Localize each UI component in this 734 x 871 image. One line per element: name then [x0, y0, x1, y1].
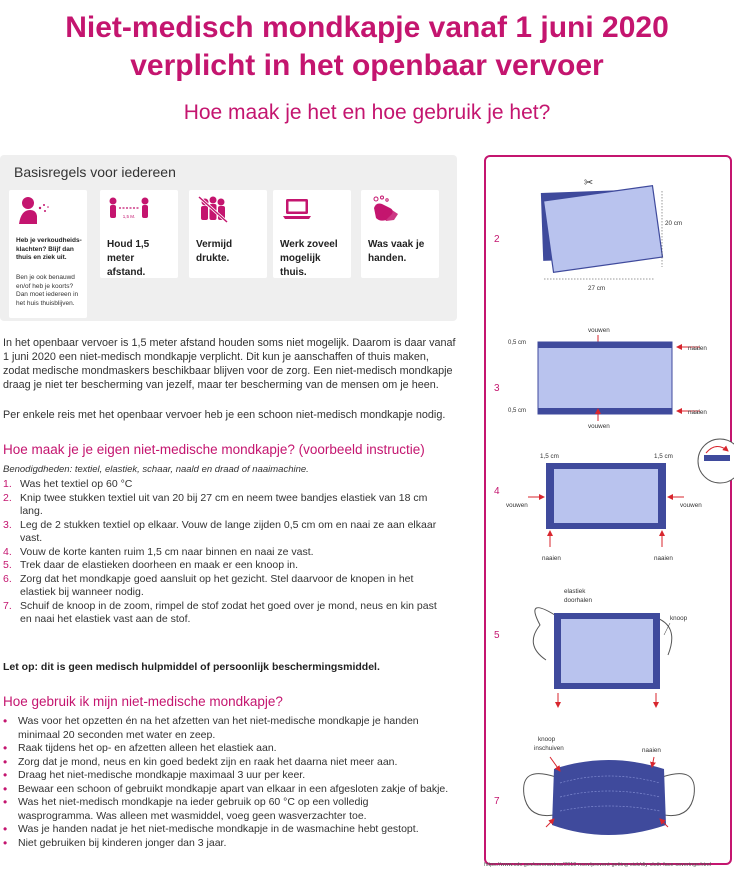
laptop-icon [280, 194, 314, 224]
rule-card-wash-hands [361, 190, 439, 278]
list-item [3, 783, 473, 797]
dimension-20cm: 20 cm [665, 220, 683, 227]
use-line: minimaal 20 seconden met water en zeep. [18, 728, 216, 741]
list-item [3, 546, 473, 560]
distance-icon [107, 194, 151, 224]
dimension-27cm: 27 cm [588, 285, 606, 292]
rule-text-work-home: Werk zoveel mogelijk thuis. [280, 239, 338, 278]
rule-text-stay-home: Heb je verkoudheids-klachten? Blijf dan thuis en ziek uit. [16, 237, 82, 261]
rule-subtext-stay-home: Ben je ook benauwd en/of heb je koorts? Dan moet iedereen in het huis thuisblijven. [16, 274, 79, 307]
intro-line: draag je niet ter bescherming van jezelf, maar ter bescherming van de mensen om je heen. [3, 379, 439, 391]
step-number: 1. [3, 478, 12, 490]
finished-mask [552, 760, 666, 835]
bullet: • [3, 714, 8, 728]
use-line: Bewaar een schoon of gebruikt mondkapje apart van elkaar in een afgesloten zakje of bakje. [18, 782, 449, 795]
bullet: • [3, 768, 8, 782]
use-line: Draag het niet-medische mondkapje maximaal 3 uur per keer. [18, 769, 306, 781]
list-item [3, 478, 473, 492]
distance-icon-label: 1,5 M. [122, 214, 136, 219]
bullet: • [3, 795, 8, 809]
crowd-icon [196, 194, 230, 224]
label-vouwen-left: vouwen [506, 502, 528, 509]
bullet: • [3, 835, 8, 850]
step-number: 7. [3, 599, 12, 612]
use-line: Was je handen nadat je het niet-medische mondkapje in de wasmachine hebt gestopt. [18, 823, 419, 835]
basic-rules-panel [0, 155, 457, 321]
use-heading: Hoe gebruik ik mijn niet-medische mondkapje? [3, 694, 283, 709]
rule-card-crowd [189, 190, 267, 278]
step-number: 3. [3, 518, 12, 531]
intro-paragraph [3, 336, 473, 392]
single-trip-paragraph: Per enkele reis met het openbaar vervoer heb je een schoon niet-medisch mondkapje nodig. [3, 409, 446, 421]
label-vouwen-right: vouwen [680, 502, 702, 509]
list-item [3, 796, 473, 823]
step-label-7: 7 [494, 796, 500, 807]
page-subtitle: Hoe maak je het en hoe gebruik je het? [183, 101, 551, 124]
list-item [3, 519, 473, 546]
step-line: Vouw de korte kanten ruim 1,5 cm naar binnen en naai ze vast. [20, 545, 314, 558]
list-item [3, 715, 473, 742]
step-line: lang. [20, 505, 43, 517]
source-url: https://www.cdc.gov/coronavirus/2019-ncov/prevent-getting-sick/diy-cloth-face-coverings.html [484, 862, 711, 868]
use-line: Was het niet-medisch mondkapje na ieder gebruik op 60 °C op een volledig [18, 796, 369, 808]
intro-line: In het openbaar vervoer is 1,5 meter afstand houden soms niet mogelijk. Daarom is daar vanaf [3, 337, 456, 349]
list-item [3, 742, 473, 756]
step-line: en naai het elastiek vast aan de stof. [20, 613, 191, 625]
intro-line: zodat medische mondmaskers beschikbaar blijven voor de zorg. Een niet-medisch mondkapje [3, 365, 453, 377]
step-line: Was het textiel op 60 °C [20, 478, 133, 490]
label-naaien-mask: naaien [642, 747, 661, 754]
dimension-15cm-right: 1,5 cm [654, 453, 673, 460]
label-naaien-right: naaien [654, 555, 673, 562]
step-line: elastiek bij wanneer nodig. [20, 586, 144, 598]
step-number: 6. [3, 572, 12, 585]
page-title [0, 9, 734, 85]
use-list [3, 715, 473, 850]
list-item [3, 492, 473, 519]
label-knoop: knoop [670, 615, 688, 622]
basic-rules-title: Basisregels voor iedereen [14, 164, 176, 180]
step-line: Zorg dat het mondkapje goed aansluit op het gezicht. Stel daarvoor de knopen in het [20, 572, 414, 585]
step-line: Leg de 2 stukken textiel op elkaar. Vouw de lange zijden 0,5 cm om en naai ze aan elkaar [20, 518, 437, 531]
bullet: • [3, 781, 8, 796]
sick-person-icon [16, 194, 50, 224]
hand-wash-icon [368, 194, 402, 224]
label-naaien-top: naaien [688, 345, 707, 352]
label-doorhalen: doorhalen [564, 597, 593, 604]
label-vouwen-bottom: vouwen [588, 423, 610, 430]
step-label-2: 2 [494, 234, 500, 245]
use-line: Was voor het opzetten én na het afzetten van het niet-medische mondkapje je handen [18, 715, 419, 727]
bullet: • [3, 741, 8, 755]
step-line: Trek daar de elastieken doorheen en maak er een knoop in. [20, 559, 299, 571]
make-heading: Hoe maak je je eigen niet-medische mondkapje? (voorbeeld instructie) [3, 442, 425, 457]
materials-text: Benodigdheden: textiel, elastiek, schaar, naald en draad of naaimachine. [3, 464, 309, 475]
step-label-3: 3 [494, 383, 500, 394]
use-line: Zorg dat je mond, neus en kin goed bedekt zijn en raak het daarna niet meer aan. [18, 755, 398, 768]
warning-text: Let op: dit is geen medisch hulpmiddel of persoonlijk beschermingsmiddel. [3, 661, 380, 673]
rule-text-distance: Houd 1,5 meter afstand. [107, 239, 150, 278]
dimension-15cm-left: 1,5 cm [540, 453, 559, 460]
label-knoop-inschuiven-2: inschuiven [534, 745, 564, 752]
bullet: • [3, 822, 8, 836]
make-steps-list [3, 478, 473, 627]
use-line: Raak tijdens het op- en afzetten alleen het elastiek aan. [18, 742, 277, 754]
step-label-4: 4 [494, 486, 500, 497]
dimension-05cm-bottom: 0,5 cm [508, 408, 527, 414]
use-line: wasprogramma. Was alleen met wasmiddel, voeg geen wasverzachter toe. [18, 809, 367, 822]
label-vouwen-top: vouwen [588, 327, 610, 334]
list-item [3, 837, 473, 851]
step-number: 2. [3, 491, 12, 504]
list-item [3, 769, 473, 783]
rule-card-work-home [273, 190, 351, 278]
fabric-front-piece [544, 186, 663, 273]
rule-card-distance [100, 190, 178, 278]
label-naaien-left: naaien [542, 555, 561, 562]
title-line-2: verplicht in het openbaar vervoer [130, 49, 604, 82]
scissors-icon: ✂ [584, 177, 594, 189]
use-line: Niet gebruiken bij kinderen jonger dan 3 jaar. [18, 836, 227, 849]
list-item [3, 823, 473, 837]
rule-text-crowd: Vermijd drukte. [196, 239, 233, 264]
title-line-1: Niet-medisch mondkapje vanaf 1 juni 2020 [65, 11, 669, 44]
rule-card-stay-home [9, 190, 87, 318]
dimension-05cm-top: 0,5 cm [508, 340, 527, 346]
list-item [3, 756, 473, 770]
instruction-diagram [484, 155, 734, 871]
step-line: Schuif de knoop in de zoom, rimpel de stof zodat het goed over je mond, neus en kin past [20, 599, 437, 612]
list-item [3, 573, 473, 600]
label-elastiek: elastiek [564, 588, 586, 595]
intro-line: 1 juni 2020 een niet-medisch mondkapje verplicht. Dit kun je aanschaffen of thuis maken, [3, 351, 429, 363]
list-item [3, 600, 473, 627]
step-number: 5. [3, 559, 12, 571]
step-label-5: 5 [494, 630, 500, 641]
step-number: 4. [3, 545, 12, 558]
step-line: vast. [20, 532, 43, 544]
list-item [3, 559, 473, 573]
label-naaien-bottom: naaien [688, 409, 707, 416]
bullet: • [3, 754, 8, 769]
rule-text-wash-hands: Was vaak je handen. [368, 239, 425, 264]
step-line: Knip twee stukken textiel uit van 20 bij 27 cm en neem twee bandjes elastiek van 18 cm [20, 491, 428, 504]
label-knoop-inschuiven-1: knoop [538, 736, 556, 743]
